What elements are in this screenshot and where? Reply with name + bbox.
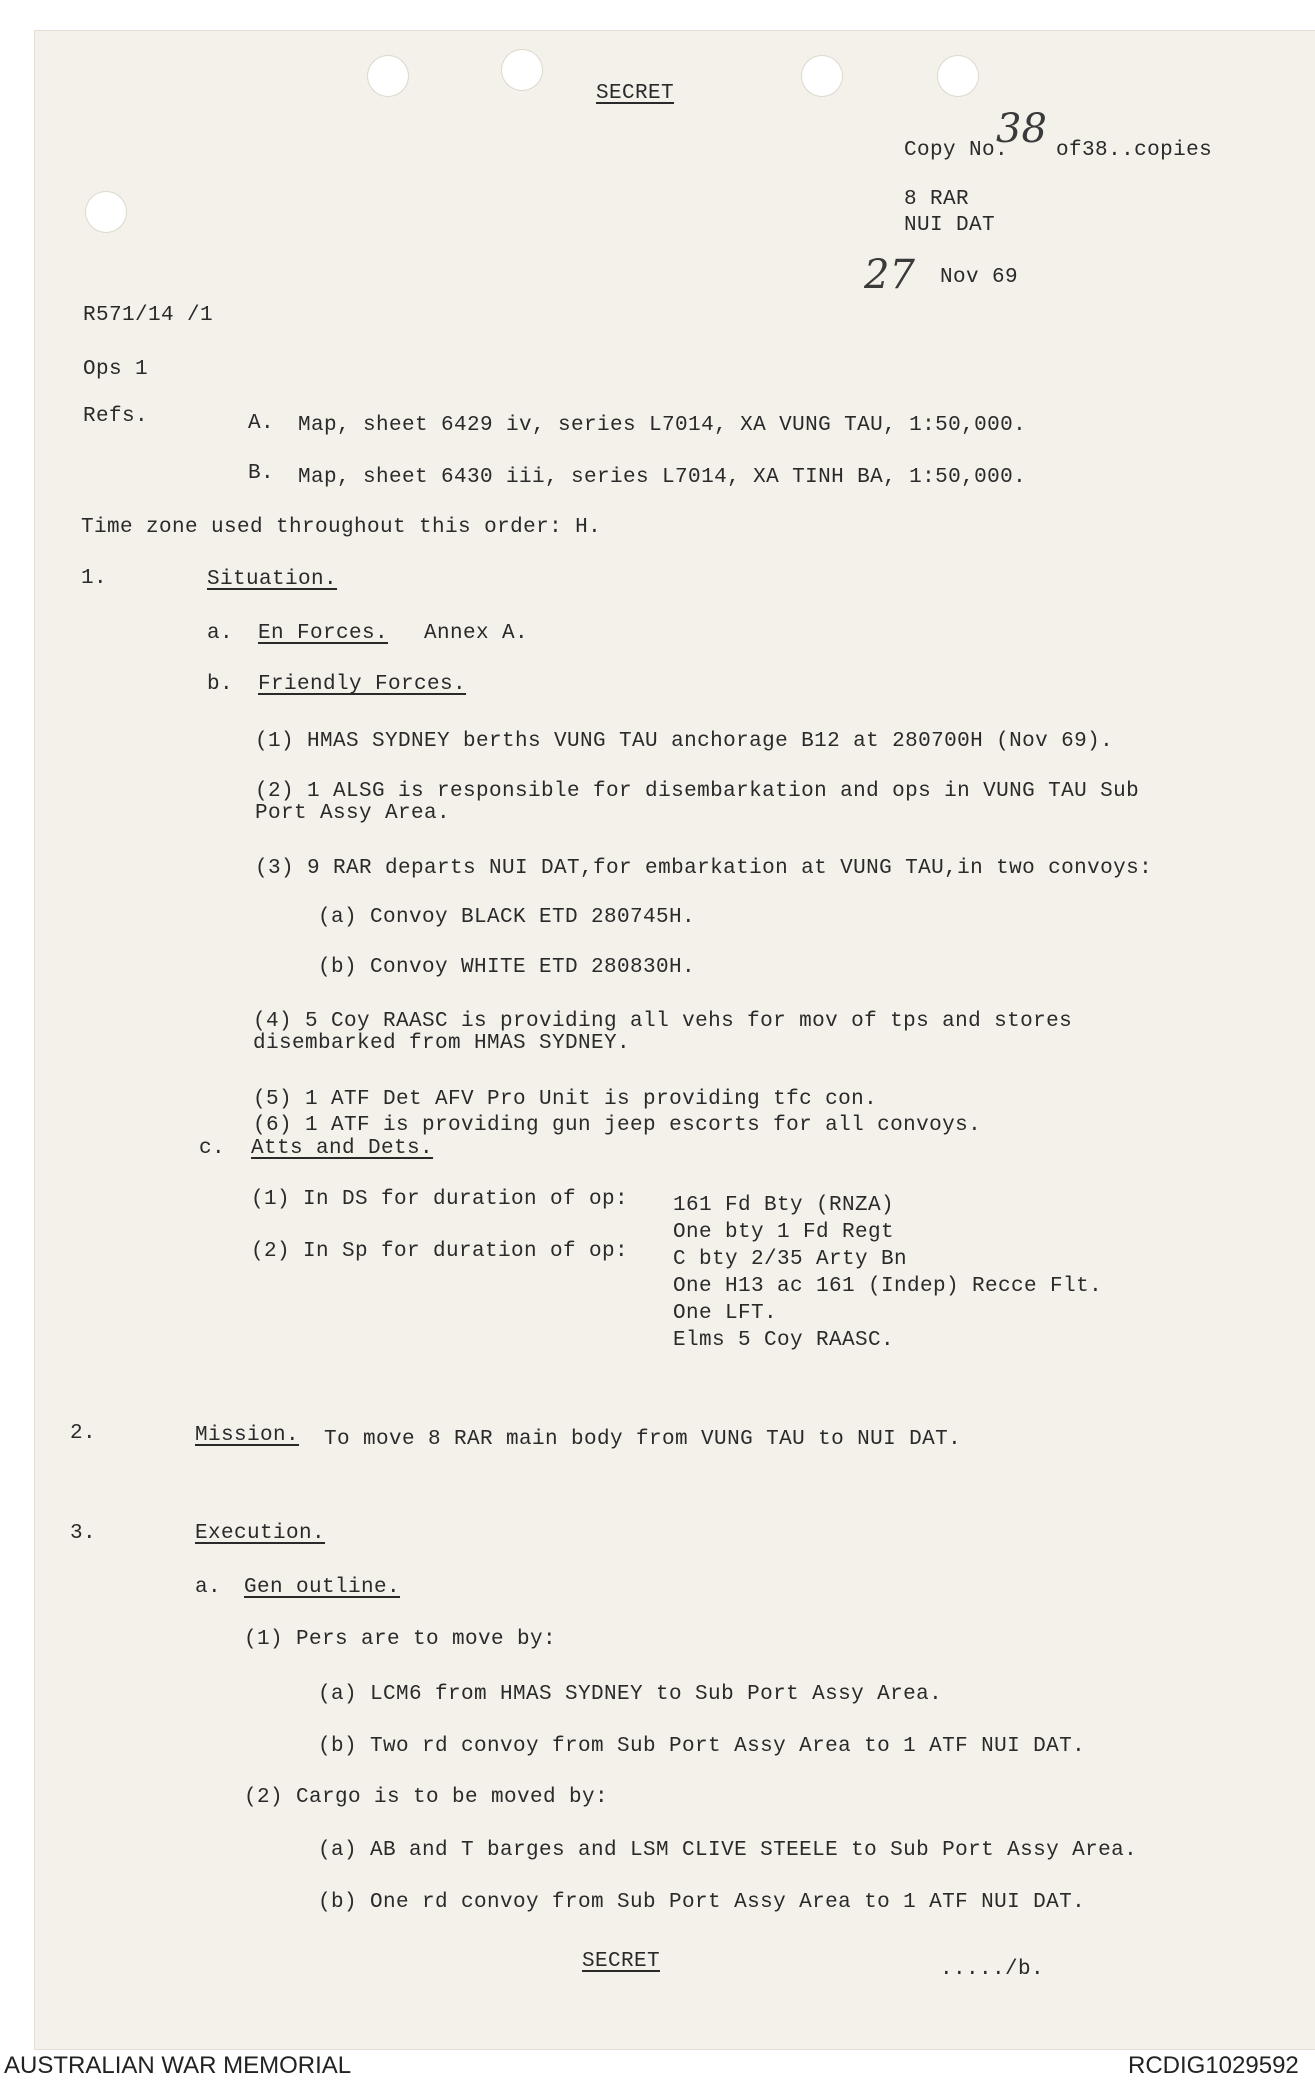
ref-a-text: Map, sheet 6429 iv, series L7014, XA VUNG TAU, 1:50,000.: [298, 414, 1027, 437]
friendly-forces-item-2-line1: (2) 1 ALSG is responsible for disembarkation and ops in VUNG TAU Sub: [255, 780, 1140, 803]
exec-item-2a: (a) AB and T barges and LSM CLIVE STEELE to Sub Port Assy Area.: [318, 1839, 1138, 1862]
copy-number-handwritten: 38: [996, 106, 1047, 152]
friendly-forces-item-3: (3) 9 RAR departs NUI DAT,for embarkation at VUNG TAU,in two convoys:: [255, 857, 1153, 880]
unit-location: NUI DAT: [904, 214, 996, 237]
copy-total: 38: [1082, 139, 1109, 162]
section-2-number: 2.: [70, 1422, 97, 1445]
date-day-handwritten: 27: [864, 252, 915, 298]
copy-label-post: copies: [1134, 139, 1213, 162]
punch-hole: [86, 192, 126, 232]
copy-number-line: Copy No. of38..copies: [904, 139, 1213, 162]
ref-a-letter: A.: [248, 412, 275, 435]
friendly-forces-item-3b: (b) Convoy WHITE ETD 280830H.: [318, 956, 696, 979]
section-1-number: 1.: [81, 567, 108, 590]
section-mission-heading: Mission.: [195, 1424, 300, 1447]
atts-unit: One LFT.: [673, 1302, 778, 1325]
atts-unit: C bty 2/35 Arty Bn: [673, 1248, 908, 1271]
enemy-forces-heading: En Forces.: [258, 622, 389, 645]
friendly-forces-item-2-line2: Port Assy Area.: [255, 802, 451, 825]
atts-unit: 161 Fd Bty (RNZA): [673, 1194, 895, 1217]
exec-item-1: (1) Pers are to move by:: [244, 1628, 557, 1651]
atts-sp-label: (2) In Sp for duration of op:: [251, 1240, 629, 1263]
section-3-number: 3.: [70, 1522, 97, 1545]
atts-dets-heading: Atts and Dets.: [251, 1137, 434, 1160]
atts-ds-label: (1) In DS for duration of op:: [251, 1188, 629, 1211]
friendly-forces-item-5: (5) 1 ATF Det AFV Pro Unit is providing tfc con.: [253, 1088, 878, 1111]
copy-label-mid: of: [1056, 139, 1083, 162]
archive-record-id: RCDIG1029592: [1128, 2052, 1299, 2079]
mission-text: To move 8 RAR main body from VUNG TAU to NUI DAT.: [324, 1428, 962, 1451]
unit-name: 8 RAR: [904, 188, 970, 211]
punch-hole: [502, 50, 542, 90]
gen-outline-letter: a.: [195, 1576, 222, 1599]
atts-units-list: [673, 1192, 1102, 1354]
exec-item-1a: (a) LCM6 from HMAS SYDNEY to Sub Port Assy Area.: [318, 1683, 943, 1706]
ref-b-text: Map, sheet 6430 iii, series L7014, XA TINH BA, 1:50,000.: [298, 466, 1027, 489]
time-zone-note: Time zone used throughout this order: H.: [81, 516, 602, 539]
copy-label-pre: Copy No.: [904, 139, 1009, 162]
archive-institution: AUSTRALIAN WAR MEMORIAL: [4, 2052, 352, 2079]
gen-outline-heading: Gen outline.: [244, 1576, 401, 1599]
punch-hole: [368, 56, 408, 96]
subsection-c-letter: c.: [199, 1137, 226, 1160]
file-reference: R571/14 /1: [83, 304, 214, 327]
continuation-marker: ...../b.: [940, 1958, 1045, 1981]
section-situation-heading: Situation.: [207, 568, 338, 591]
classification-top: SECRET: [596, 82, 675, 105]
refs-label: Refs.: [83, 405, 149, 428]
exec-item-2b: (b) One rd convoy from Sub Port Assy Area to 1 ATF NUI DAT.: [318, 1891, 1086, 1914]
atts-unit: One bty 1 Fd Regt: [673, 1221, 895, 1244]
atts-unit: One H13 ac 161 (Indep) Recce Flt.: [673, 1275, 1103, 1298]
exec-item-1b: (b) Two rd convoy from Sub Port Assy Area to 1 ATF NUI DAT.: [318, 1735, 1086, 1758]
enemy-forces-annex: Annex A.: [424, 622, 529, 645]
friendly-forces-heading: Friendly Forces.: [258, 673, 467, 696]
subsection-b-letter: b.: [207, 673, 234, 696]
punch-hole: [802, 56, 842, 96]
friendly-forces-item-1: (1) HMAS SYDNEY berths VUNG TAU anchorage B12 at 280700H (Nov 69).: [255, 730, 1114, 753]
section-execution-heading: Execution.: [195, 1522, 326, 1545]
subsection-a-letter: a.: [207, 622, 234, 645]
classification-bottom: SECRET: [582, 1950, 661, 1973]
friendly-forces-item-4-line1: (4) 5 Coy RAASC is providing all vehs for mov of tps and stores: [253, 1010, 1073, 1033]
exec-item-2: (2) Cargo is to be moved by:: [244, 1786, 609, 1809]
atts-unit: Elms 5 Coy RAASC.: [673, 1329, 895, 1352]
ops-number: Ops 1: [83, 358, 149, 381]
friendly-forces-item-3a: (a) Convoy BLACK ETD 280745H.: [318, 906, 696, 929]
friendly-forces-item-6: (6) 1 ATF is providing gun jeep escorts for all convoys.: [253, 1114, 982, 1137]
punch-hole: [938, 56, 978, 96]
ref-b-letter: B.: [248, 462, 275, 485]
date-month-year: Nov 69: [940, 266, 1019, 289]
friendly-forces-item-4-line2: disembarked from HMAS SYDNEY.: [253, 1032, 631, 1055]
